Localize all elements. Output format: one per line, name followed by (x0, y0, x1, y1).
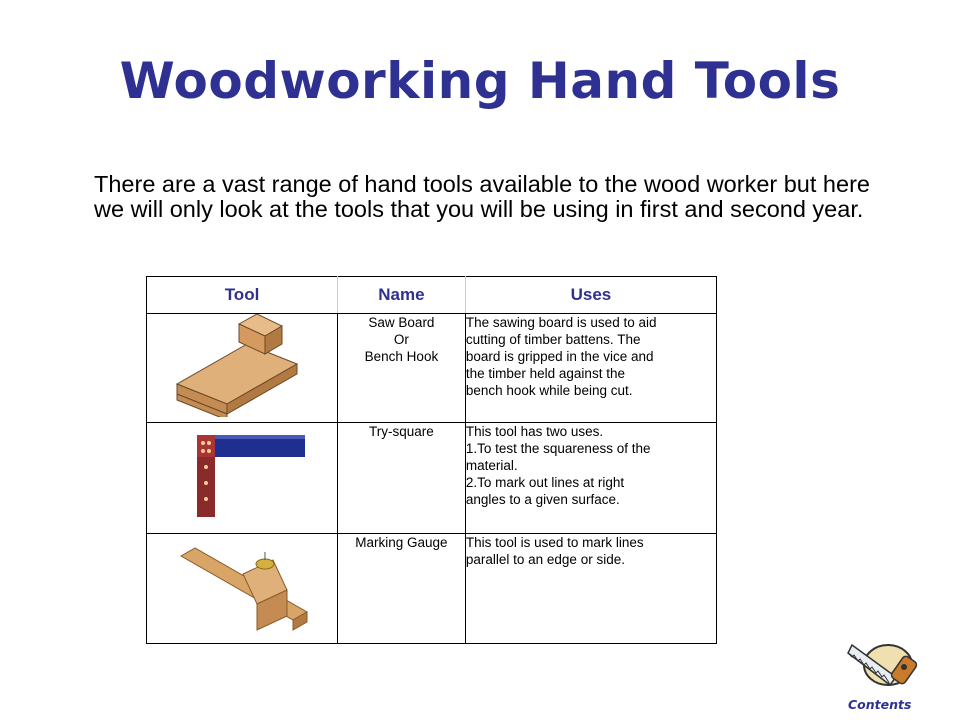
header-tool: Tool (147, 277, 338, 314)
marking-gauge-image (147, 534, 337, 638)
tool-uses-line: bench hook while being cut. (465, 383, 633, 398)
table-row (147, 314, 717, 423)
tools-table (146, 276, 717, 644)
tool-uses-line: the timber held against the (465, 366, 625, 381)
tool-name-cell (338, 534, 466, 644)
tool-name-cell (338, 314, 466, 423)
saw-icon (846, 637, 926, 701)
table-header-row (147, 277, 717, 314)
tool-name-line: Saw Board (368, 315, 435, 330)
tool-uses-line: cutting of timber battens. The (465, 332, 641, 347)
tool-uses-line: board is gripped in the vice and (465, 349, 654, 364)
tool-uses-line: This tool is used to mark lines (465, 535, 644, 550)
tool-uses-line: angles to a given surface. (465, 492, 620, 507)
tool-uses-line: This tool has two uses. (465, 424, 604, 439)
tool-uses-cell (465, 423, 716, 534)
bench-hook-image (147, 314, 337, 417)
page-title: Woodworking Hand Tools (119, 52, 841, 110)
tool-uses-line: The sawing board is used to aid (465, 315, 657, 330)
marking-gauge-image-cell (147, 534, 338, 644)
tool-uses-line: parallel to an edge or side. (465, 552, 625, 567)
tool-name-line: Bench Hook (364, 349, 439, 364)
tool-name-line: Try-square (369, 424, 434, 439)
header-name: Name (338, 277, 466, 314)
tool-uses-line: 1.To test the squareness of the (465, 441, 651, 456)
try-square-image-cell (147, 423, 338, 534)
intro-paragraph: There are a vast range of hand tools available to the wood worker but here we will only look at the tools that you will be using in first and second year. (94, 171, 870, 222)
table-row (147, 423, 717, 534)
tool-uses-cell (465, 534, 716, 644)
tool-name-cell (338, 423, 466, 534)
try-square-image (147, 423, 337, 528)
bench-hook-image-cell (147, 314, 338, 423)
contents-label[interactable]: Contents (848, 697, 912, 712)
tool-uses-line: material. (465, 458, 518, 473)
tool-name-line: Or (393, 332, 409, 347)
tool-uses-line: 2.To mark out lines at right (465, 475, 625, 490)
tool-uses-cell (465, 314, 716, 423)
tool-name-line: Marking Gauge (355, 535, 448, 550)
header-uses: Uses (465, 277, 716, 314)
table-row (147, 534, 717, 644)
